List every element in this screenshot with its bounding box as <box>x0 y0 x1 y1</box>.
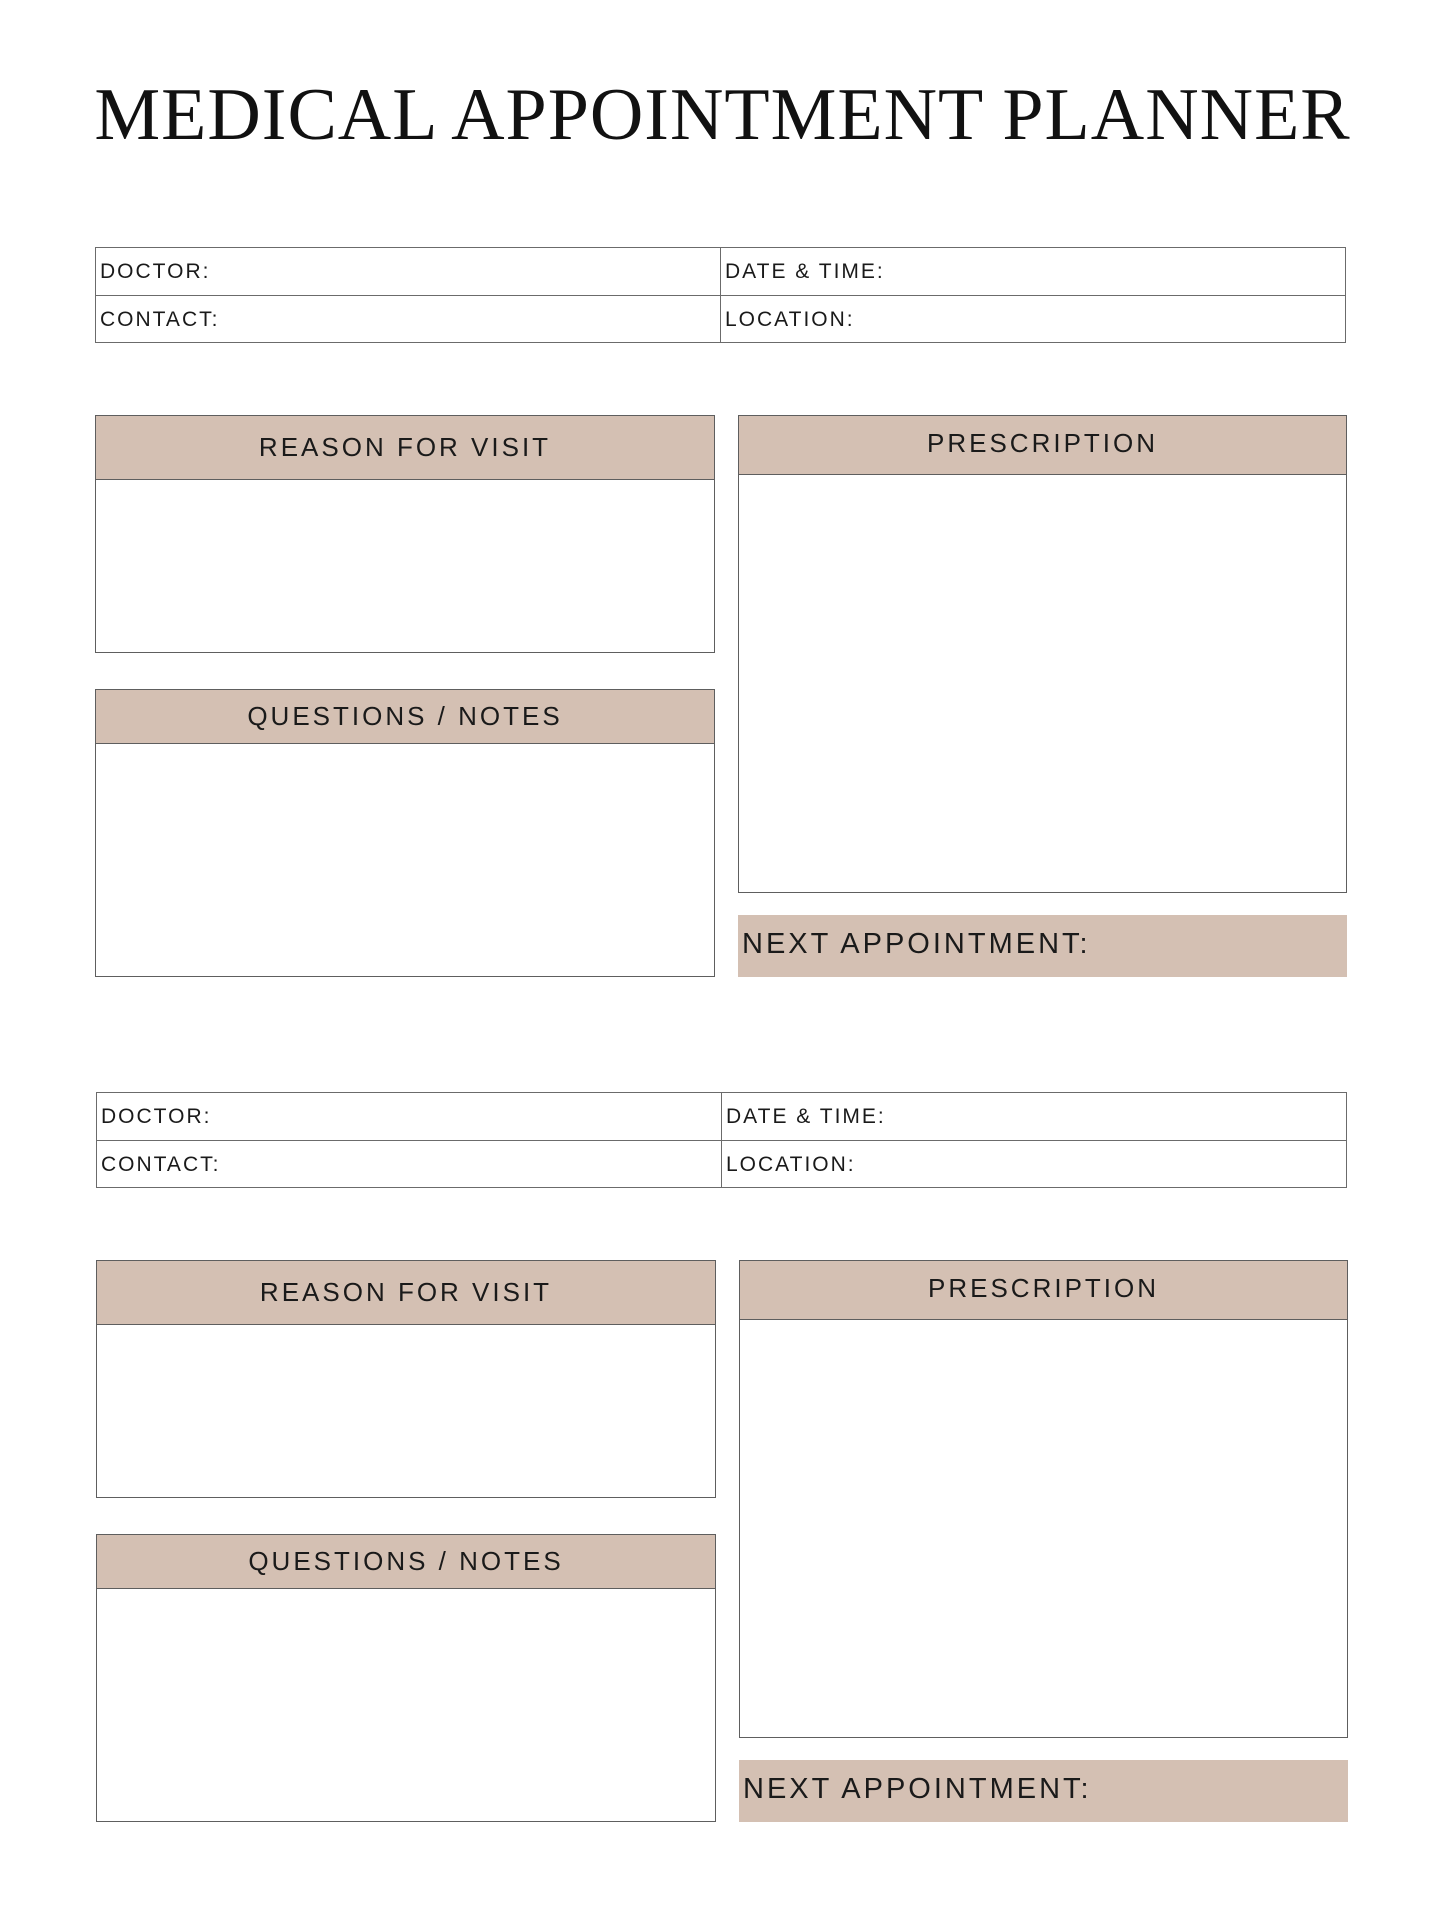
date-time-field[interactable]: DATE & TIME: <box>720 248 1345 296</box>
date-time-field[interactable]: DATE & TIME: <box>721 1093 1346 1141</box>
questions-notes-box <box>95 689 715 977</box>
prescription-area[interactable] <box>739 475 1346 892</box>
next-appointment-field[interactable]: NEXT APPOINTMENT: <box>739 1760 1348 1822</box>
page-title: MEDICAL APPOINTMENT PLANNER <box>94 74 1351 156</box>
appointment-info-table <box>96 1092 1347 1188</box>
prescription-box <box>739 1260 1348 1738</box>
reason-for-visit-box <box>96 1260 716 1498</box>
appointment-section-2 <box>0 1092 1445 1912</box>
reason-for-visit-area[interactable] <box>97 1325 715 1497</box>
reason-for-visit-header: REASON FOR VISIT <box>97 1261 715 1325</box>
questions-notes-header: QUESTIONS / NOTES <box>97 1535 715 1589</box>
location-field[interactable]: LOCATION: <box>721 1140 1346 1188</box>
contact-field[interactable]: CONTACT: <box>97 1140 721 1188</box>
appointment-section-1 <box>0 247 1445 1067</box>
questions-notes-area[interactable] <box>97 1589 715 1821</box>
next-appointment-field[interactable]: NEXT APPOINTMENT: <box>738 915 1347 977</box>
contact-field[interactable]: CONTACT: <box>96 295 720 343</box>
location-field[interactable]: LOCATION: <box>720 295 1345 343</box>
prescription-header: PRESCRIPTION <box>739 416 1346 475</box>
doctor-field[interactable]: DOCTOR: <box>100 260 211 283</box>
prescription-area[interactable] <box>740 1320 1347 1737</box>
reason-for-visit-area[interactable] <box>96 480 714 652</box>
prescription-box <box>738 415 1347 893</box>
questions-notes-area[interactable] <box>96 744 714 976</box>
prescription-header: PRESCRIPTION <box>740 1261 1347 1320</box>
doctor-field[interactable]: DOCTOR: <box>101 1105 212 1128</box>
questions-notes-header: QUESTIONS / NOTES <box>96 690 714 744</box>
reason-for-visit-box <box>95 415 715 653</box>
reason-for-visit-header: REASON FOR VISIT <box>96 416 714 480</box>
appointment-info-table <box>95 247 1346 343</box>
questions-notes-box <box>96 1534 716 1822</box>
